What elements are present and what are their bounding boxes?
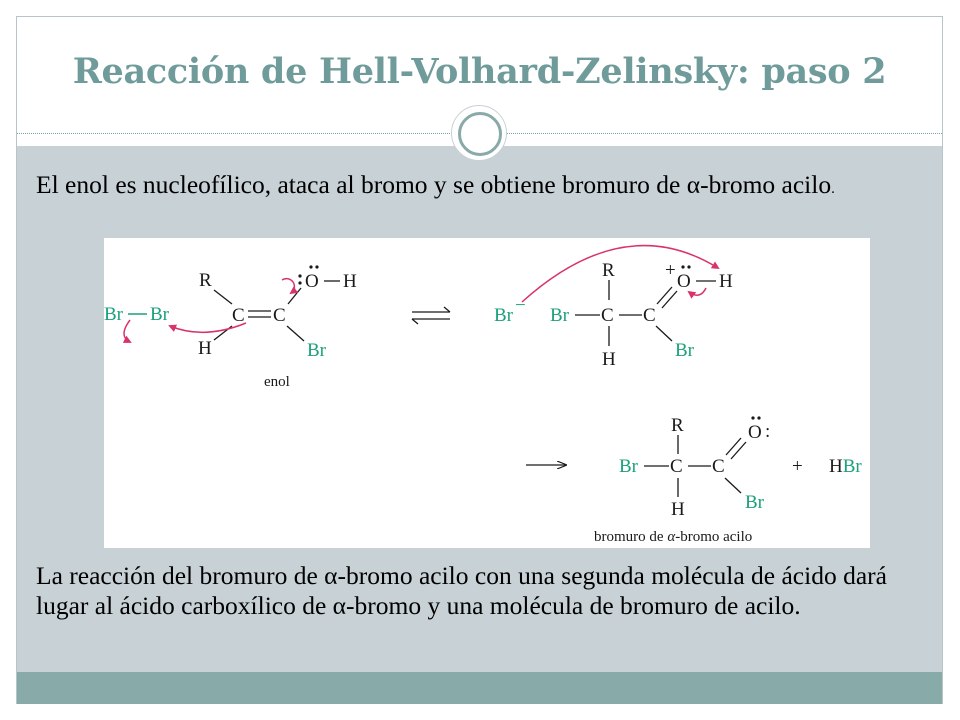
alpha-bromine: Br	[675, 340, 694, 361]
footer-bar	[17, 672, 942, 704]
r-c-bond	[214, 290, 232, 304]
oxygen-atom: O	[748, 422, 762, 443]
acyl-bromide-product	[594, 415, 862, 545]
carbon-1: C	[232, 305, 245, 326]
intro-paragraph	[36, 170, 916, 204]
carbon-1: C	[670, 456, 683, 477]
product-label-alpha: α	[667, 529, 676, 545]
bromine-left: Br	[550, 305, 569, 326]
hydroxyl-hydrogen: H	[719, 271, 733, 292]
carbon-2: C	[273, 305, 286, 326]
r-group: R	[671, 415, 684, 436]
oxygen-charge: +	[665, 260, 676, 281]
electron-arrow-oh-bond	[689, 288, 706, 295]
intro-text-main: El enol es nucleofílico, ataca al bromo y se obtiene bromuro de α-bromo acilo	[36, 170, 832, 199]
hydrogen-atom: H	[602, 349, 616, 370]
hydrogen-atom: H	[198, 338, 212, 359]
bromine-atom-1: Br	[104, 304, 123, 325]
enol-reactant	[104, 265, 357, 390]
bromine-atom-2: Br	[150, 304, 169, 325]
c-o-bond	[288, 288, 301, 304]
bromine-left: Br	[619, 456, 638, 477]
oxygen-lone-pair: :	[765, 421, 771, 442]
alpha-bromine: Br	[745, 492, 764, 513]
carbon-2: C	[643, 305, 656, 326]
carbon-1: C	[601, 305, 614, 326]
bromide-ion: Br	[494, 305, 513, 326]
product-label	[594, 529, 752, 545]
hbr-molecule	[829, 456, 862, 477]
reaction-diagram	[104, 238, 870, 548]
conclusion-paragraph: La reacción del bromuro de α-bromo acilo con una segunda molécula de ácido dará lugar al ácido carboxílico de α-bromo y una molécula de bromuro de acilo.	[36, 561, 887, 620]
electron-arrow-oxygen	[282, 279, 294, 293]
oxonium-intermediate	[494, 246, 733, 370]
plus-sign: +	[792, 456, 803, 477]
carbon-2: C	[712, 456, 725, 477]
circle-ornament-icon	[451, 105, 507, 161]
r-group: R	[602, 260, 615, 281]
enol-label: enol	[264, 374, 290, 390]
hydroxyl-hydrogen: H	[343, 271, 357, 292]
hbr-hydrogen: H	[829, 456, 843, 477]
hydrogen-atom: H	[671, 499, 685, 520]
product-label-after: -bromo acilo	[675, 529, 753, 545]
bromide-charge: −	[515, 295, 526, 316]
hbr-bromine: Br	[842, 456, 862, 477]
alpha-bromine: Br	[307, 340, 326, 361]
r-group: R	[199, 270, 212, 291]
c-br-bond	[287, 326, 304, 341]
equilibrium-arrow-icon	[412, 307, 450, 324]
intro-text-end: .	[831, 181, 835, 197]
electron-arrow-bromine	[124, 320, 130, 342]
oxygen-atom: O	[305, 271, 319, 292]
circle-ornament-ring	[458, 112, 502, 156]
slide-title: Reacción de Hell-Volhard-Zelinsky: paso 2	[72, 51, 887, 92]
product-label-before: bromuro de	[594, 529, 668, 545]
oxygen-atom: O	[677, 271, 691, 292]
